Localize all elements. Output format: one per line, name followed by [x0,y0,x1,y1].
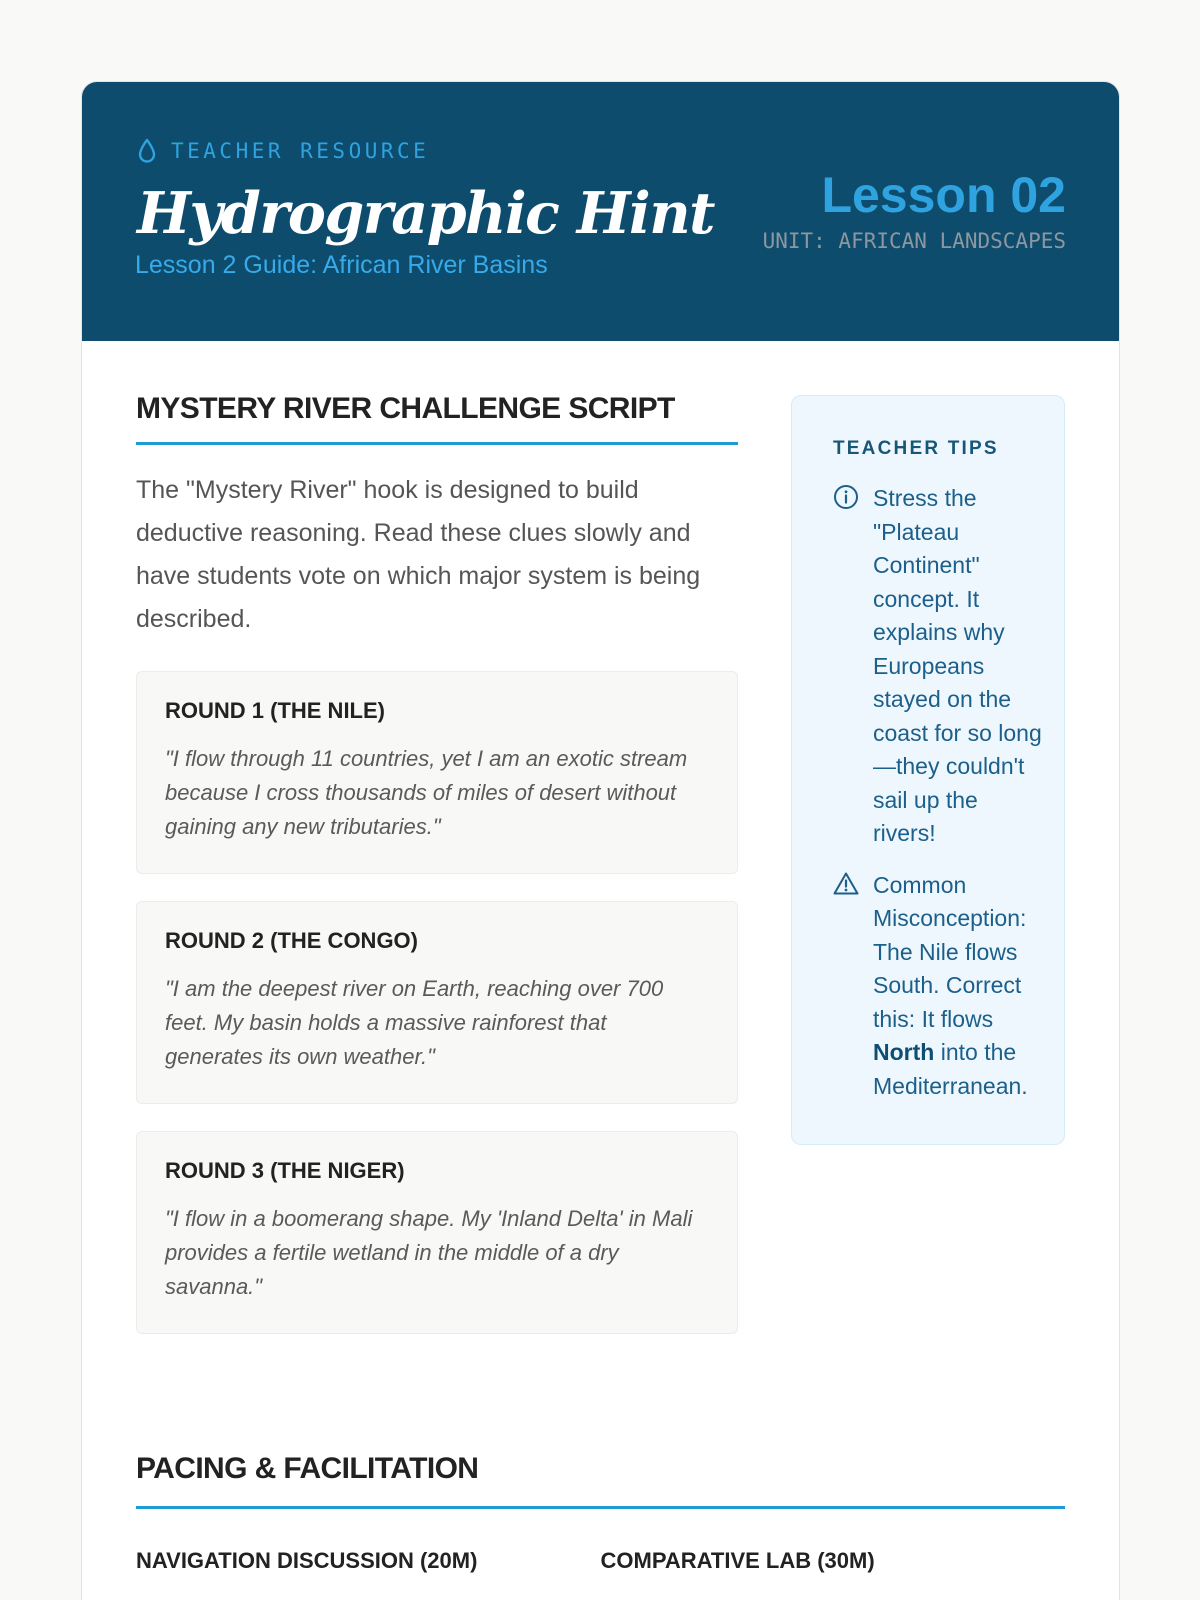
round-title: ROUND 2 (THE CONGO) [165,928,418,953]
tip-item [833,482,1044,851]
tip-text-start: Common Misconception: The Nile flows South. Correct this: It flows [873,871,1027,1032]
pacing-column-heading: COMPARATIVE LAB (30M) [600,1548,875,1573]
rounds-list [136,671,738,1334]
lesson-header [82,82,1119,341]
challenge-section [136,392,738,1334]
pacing-section [136,1452,1065,1574]
round-card [136,671,738,874]
warning-icon [833,869,873,907]
pacing-columns [136,1548,1065,1574]
page-title: Hydrographic Hint [137,180,714,247]
teacher-tips-panel [791,395,1065,1145]
lesson-card [81,81,1120,1600]
tip-emphasis: North [873,1039,935,1065]
eyebrow-label: TEACHER RESOURCE [171,139,430,163]
challenge-title: MYSTERY RIVER CHALLENGE SCRIPT [136,392,738,445]
water-drop-icon [137,138,157,164]
tip-item [833,869,1044,1104]
tips-title: TEACHER TIPS [833,438,999,459]
info-icon [833,482,873,520]
pacing-title: PACING & FACILITATION [136,1452,1065,1509]
round-card [136,1131,738,1334]
round-card [136,901,738,1104]
round-title: ROUND 3 (THE NIGER) [165,1158,405,1183]
round-quote: "I am the deepest river on Earth, reaching over 700 feet. My basin holds a massive rainforest that generates its own weather." [165,976,664,1069]
pacing-column-heading: NAVIGATION DISCUSSION (20M) [136,1548,478,1573]
lesson-number: Lesson 02 [821,167,1066,223]
page-subtitle: Lesson 2 Guide: African River Basins [135,251,548,279]
round-quote: "I flow in a boomerang shape. My 'Inland Delta' in Mali provides a fertile wetland in the middle of a dry savanna." [165,1206,693,1299]
eyebrow [137,138,429,164]
tip-text: Stress the "Plateau Continent" concept. It explains why Europeans stayed on the coast for so long—they couldn't sail up the rivers! [873,485,1042,846]
challenge-intro: The "Mystery River" hook is designed to build deductive reasoning. Read these clues slowly and have students vote on which major system is being described. [136,476,701,633]
unit-label: UNIT: AFRICAN LANDSCAPES [762,229,1066,253]
round-quote: "I flow through 11 countries, yet I am an exotic stream because I cross thousands of miles of desert without gaining any new tributaries." [165,746,688,839]
round-title: ROUND 1 (THE NILE) [165,698,385,723]
tip-text [873,869,1044,1104]
tip-text-end: into the Mediterranean. [873,1039,1028,1099]
